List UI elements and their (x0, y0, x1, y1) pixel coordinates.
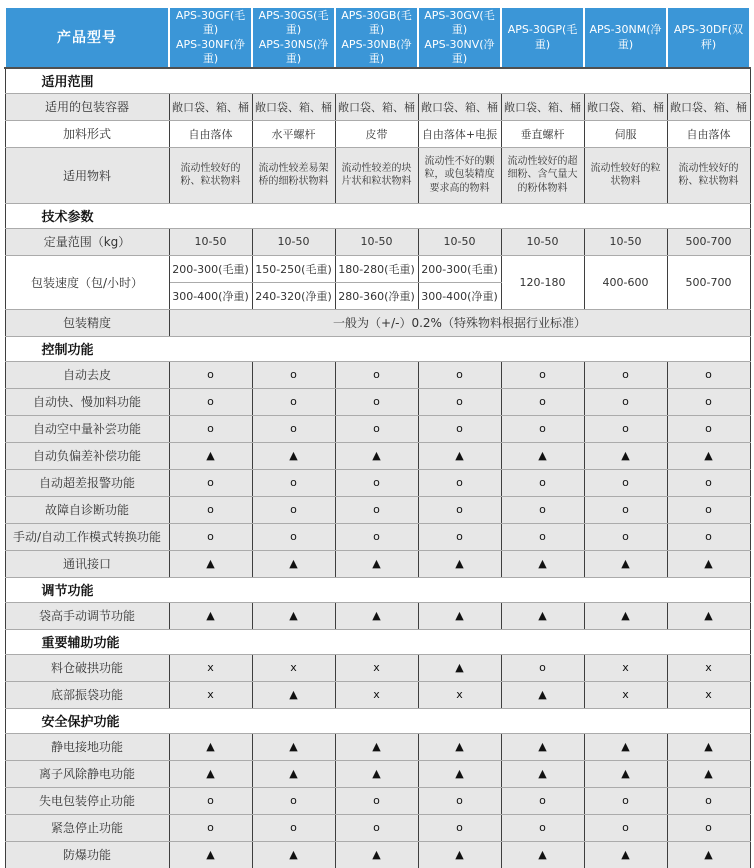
table-row (5, 841, 750, 868)
feature-flag-cell: o (501, 496, 584, 523)
column-header-model (584, 7, 667, 68)
feature-flag-cell: o (584, 814, 667, 841)
row-label: 紧急停止功能 (5, 814, 169, 841)
section-row (5, 68, 750, 93)
model-name-line1: APS-30GV(毛重) (424, 9, 495, 37)
speed-gross-cell: 150-250(毛重) (252, 255, 335, 282)
speed-net-cell: 300-400(净重) (169, 282, 252, 309)
feature-flag-cell: o (169, 361, 252, 388)
table-row (5, 228, 750, 255)
feature-flag-cell: ▲ (667, 442, 750, 469)
feature-flag-cell: o (252, 415, 335, 442)
feature-flag-cell: ▲ (169, 733, 252, 760)
model-name-line1: APS-30GP(毛重) (507, 23, 578, 51)
feature-flag-cell: o (584, 361, 667, 388)
feature-flag-cell: o (501, 388, 584, 415)
feature-flag-cell: o (418, 469, 501, 496)
table-row (5, 496, 750, 523)
feature-flag-cell: x (335, 681, 418, 708)
feature-flag-cell: ▲ (418, 654, 501, 681)
row-label: 底部振袋功能 (5, 681, 169, 708)
table-row (5, 120, 750, 147)
feature-flag-cell: o (418, 415, 501, 442)
model-name-line1: APS-30GB(毛重) (341, 9, 412, 37)
table-row (5, 654, 750, 681)
column-header-model (667, 7, 750, 68)
feature-flag-cell: ▲ (418, 760, 501, 787)
feature-flag-cell: o (418, 523, 501, 550)
section-row (5, 577, 750, 602)
feature-flag-cell: o (335, 787, 418, 814)
spec-value-cell: 敞口袋、箱、桶 (667, 93, 750, 120)
column-header-model (335, 7, 418, 68)
model-name-line1: APS-30DF(双秤) (673, 23, 744, 51)
feature-flag-cell: o (667, 814, 750, 841)
feature-flag-cell: o (667, 388, 750, 415)
row-label: 加料形式 (5, 120, 169, 147)
row-label: 适用物料 (5, 147, 169, 203)
section-row (5, 203, 750, 228)
table-row (5, 760, 750, 787)
feature-flag-cell: o (667, 496, 750, 523)
feature-flag-cell: o (169, 388, 252, 415)
feature-flag-cell: ▲ (252, 841, 335, 868)
section-title: 调节功能 (5, 577, 750, 602)
table-row (5, 787, 750, 814)
feature-flag-cell: ▲ (335, 550, 418, 577)
table-row (5, 681, 750, 708)
feature-flag-cell: o (335, 361, 418, 388)
speed-merged-cell: 500-700 (667, 255, 750, 309)
spec-value-cell: 皮带 (335, 120, 418, 147)
table-row (5, 733, 750, 760)
spec-value-cell: 500-700 (667, 228, 750, 255)
feature-flag-cell: ▲ (501, 550, 584, 577)
spec-value-cell: 敞口袋、箱、桶 (501, 93, 584, 120)
spec-value-cell: 流动性较好的粉、粒状物料 (169, 147, 252, 203)
model-name-line2: APS-30NB(净重) (341, 37, 412, 65)
table-row (5, 550, 750, 577)
feature-flag-cell: o (667, 361, 750, 388)
table-row (5, 469, 750, 496)
feature-flag-cell: ▲ (501, 681, 584, 708)
table-row (5, 388, 750, 415)
feature-flag-cell: ▲ (584, 733, 667, 760)
row-label: 手动/自动工作模式转换功能 (5, 523, 169, 550)
feature-flag-cell: o (584, 469, 667, 496)
table-row (5, 147, 750, 203)
section-title: 技术参数 (5, 203, 750, 228)
feature-flag-cell: ▲ (501, 841, 584, 868)
feature-flag-cell: o (252, 496, 335, 523)
feature-flag-cell: o (584, 523, 667, 550)
feature-flag-cell: o (584, 388, 667, 415)
section-title: 适用范围 (5, 68, 750, 93)
accuracy-value-cell: 一般为（+/-）0.2%（特殊物料根据行业标准） (169, 309, 750, 336)
feature-flag-cell: o (584, 415, 667, 442)
feature-flag-cell: x (335, 654, 418, 681)
feature-flag-cell: ▲ (501, 602, 584, 629)
table-header (5, 7, 750, 68)
feature-flag-cell: ▲ (418, 733, 501, 760)
feature-flag-cell: x (252, 654, 335, 681)
feature-flag-cell: o (252, 523, 335, 550)
feature-flag-cell: ▲ (169, 841, 252, 868)
row-label: 故障自诊断功能 (5, 496, 169, 523)
feature-flag-cell: o (169, 415, 252, 442)
feature-flag-cell: o (252, 814, 335, 841)
speed-merged-cell: 400-600 (584, 255, 667, 309)
row-label: 包装精度 (5, 309, 169, 336)
feature-flag-cell: o (667, 469, 750, 496)
spec-value-cell: 敞口袋、箱、桶 (169, 93, 252, 120)
row-label: 定量范围（kg） (5, 228, 169, 255)
feature-flag-cell: ▲ (584, 602, 667, 629)
table-row (5, 361, 750, 388)
feature-flag-cell: ▲ (418, 602, 501, 629)
feature-flag-cell: o (501, 523, 584, 550)
speed-net-cell: 280-360(净重) (335, 282, 418, 309)
feature-flag-cell: ▲ (335, 602, 418, 629)
table-row (5, 415, 750, 442)
feature-flag-cell: ▲ (169, 442, 252, 469)
row-label: 失电包装停止功能 (5, 787, 169, 814)
spec-value-cell: 自由落体 (667, 120, 750, 147)
feature-flag-cell: o (501, 814, 584, 841)
feature-flag-cell: ▲ (252, 442, 335, 469)
spec-value-cell: 10-50 (584, 228, 667, 255)
feature-flag-cell: o (335, 814, 418, 841)
feature-flag-cell: ▲ (584, 550, 667, 577)
feature-flag-cell: x (667, 654, 750, 681)
table-row (5, 255, 750, 282)
feature-flag-cell: ▲ (667, 602, 750, 629)
column-header-model (252, 7, 335, 68)
feature-flag-cell: o (335, 496, 418, 523)
row-label: 袋高手动调节功能 (5, 602, 169, 629)
table-row (5, 523, 750, 550)
row-label: 静电接地功能 (5, 733, 169, 760)
speed-gross-cell: 200-300(毛重) (169, 255, 252, 282)
spec-value-cell: 流动性较好的超细粉、含气量大的粉体物料 (501, 147, 584, 203)
feature-flag-cell: ▲ (252, 760, 335, 787)
feature-flag-cell: o (252, 388, 335, 415)
spec-value-cell: 流动性较好的粉、粒状物料 (667, 147, 750, 203)
feature-flag-cell: o (667, 415, 750, 442)
spec-value-cell: 自由落体+电振 (418, 120, 501, 147)
feature-flag-cell: o (667, 523, 750, 550)
feature-flag-cell: o (418, 496, 501, 523)
feature-flag-cell: ▲ (667, 760, 750, 787)
model-name-line2: APS-30NS(净重) (258, 37, 329, 65)
feature-flag-cell: o (252, 469, 335, 496)
model-name-line1: APS-30GF(毛重) (175, 9, 246, 37)
feature-flag-cell: x (418, 681, 501, 708)
column-header-model (501, 7, 584, 68)
spec-value-cell: 敞口袋、箱、桶 (335, 93, 418, 120)
feature-flag-cell: o (501, 654, 584, 681)
speed-net-cell: 300-400(净重) (418, 282, 501, 309)
feature-flag-cell: o (501, 469, 584, 496)
feature-flag-cell: ▲ (418, 841, 501, 868)
feature-flag-cell: ▲ (252, 681, 335, 708)
row-label: 自动快、慢加料功能 (5, 388, 169, 415)
feature-flag-cell: ▲ (252, 550, 335, 577)
product-model-title: 产品型号 (5, 7, 169, 68)
feature-flag-cell: ▲ (169, 602, 252, 629)
feature-flag-cell: ▲ (584, 442, 667, 469)
spec-value-cell: 水平螺杆 (252, 120, 335, 147)
feature-flag-cell: o (335, 388, 418, 415)
feature-flag-cell: o (335, 469, 418, 496)
feature-flag-cell: ▲ (501, 442, 584, 469)
feature-flag-cell: ▲ (667, 841, 750, 868)
section-row (5, 629, 750, 654)
spec-value-cell: 10-50 (252, 228, 335, 255)
speed-gross-cell: 180-280(毛重) (335, 255, 418, 282)
feature-flag-cell: x (169, 654, 252, 681)
table-row (5, 442, 750, 469)
feature-flag-cell: o (418, 814, 501, 841)
spec-value-cell: 敞口袋、箱、桶 (418, 93, 501, 120)
feature-flag-cell: o (335, 415, 418, 442)
spec-value-cell: 流动性较好的粒状物料 (584, 147, 667, 203)
row-label: 自动去皮 (5, 361, 169, 388)
product-spec-table (4, 6, 751, 868)
row-label: 适用的包装容器 (5, 93, 169, 120)
feature-flag-cell: x (169, 681, 252, 708)
feature-flag-cell: ▲ (335, 733, 418, 760)
row-label: 包装速度（包/小时） (5, 255, 169, 309)
row-label: 料仓破拱功能 (5, 654, 169, 681)
feature-flag-cell: o (169, 787, 252, 814)
table-body (5, 68, 750, 868)
speed-net-cell: 240-320(净重) (252, 282, 335, 309)
column-header-model (169, 7, 252, 68)
feature-flag-cell: ▲ (335, 760, 418, 787)
model-name-line1: APS-30GS(毛重) (258, 9, 329, 37)
feature-flag-cell: o (169, 469, 252, 496)
model-name-line2: APS-30NF(净重) (176, 37, 245, 65)
spec-value-cell: 垂直螺杆 (501, 120, 584, 147)
feature-flag-cell: ▲ (169, 550, 252, 577)
feature-flag-cell: x (667, 681, 750, 708)
feature-flag-cell: o (252, 787, 335, 814)
feature-flag-cell: ▲ (584, 841, 667, 868)
speed-gross-cell: 200-300(毛重) (418, 255, 501, 282)
feature-flag-cell: o (418, 787, 501, 814)
feature-flag-cell: o (418, 388, 501, 415)
feature-flag-cell: x (584, 681, 667, 708)
feature-flag-cell: ▲ (335, 442, 418, 469)
spec-value-cell: 10-50 (501, 228, 584, 255)
feature-flag-cell: o (501, 415, 584, 442)
section-title: 控制功能 (5, 336, 750, 361)
feature-flag-cell: ▲ (584, 760, 667, 787)
feature-flag-cell: ▲ (418, 442, 501, 469)
header-row (5, 7, 750, 68)
feature-flag-cell: ▲ (667, 550, 750, 577)
feature-flag-cell: o (501, 787, 584, 814)
section-title: 重要辅助功能 (5, 629, 750, 654)
feature-flag-cell: ▲ (418, 550, 501, 577)
feature-flag-cell: o (667, 787, 750, 814)
spec-value-cell: 流动性不好的颗粒，或包装精度要求高的物料 (418, 147, 501, 203)
spec-value-cell: 流动性较差易架桥的细粉状物料 (252, 147, 335, 203)
section-row (5, 708, 750, 733)
feature-flag-cell: ▲ (335, 841, 418, 868)
feature-flag-cell: o (169, 523, 252, 550)
section-row (5, 336, 750, 361)
feature-flag-cell: x (584, 654, 667, 681)
feature-flag-cell: ▲ (501, 733, 584, 760)
feature-flag-cell: ▲ (252, 602, 335, 629)
spec-value-cell: 10-50 (335, 228, 418, 255)
feature-flag-cell: o (501, 361, 584, 388)
feature-flag-cell: o (584, 496, 667, 523)
feature-flag-cell: ▲ (252, 733, 335, 760)
spec-value-cell: 10-50 (418, 228, 501, 255)
feature-flag-cell: o (252, 361, 335, 388)
table-row (5, 93, 750, 120)
model-name-line2: APS-30NV(净重) (424, 37, 495, 65)
row-label: 离子风除静电功能 (5, 760, 169, 787)
speed-merged-cell: 120-180 (501, 255, 584, 309)
feature-flag-cell: ▲ (169, 760, 252, 787)
spec-value-cell: 伺服 (584, 120, 667, 147)
row-label: 通讯接口 (5, 550, 169, 577)
section-title: 安全保护功能 (5, 708, 750, 733)
feature-flag-cell: o (169, 496, 252, 523)
row-label: 自动负偏差补偿功能 (5, 442, 169, 469)
feature-flag-cell: o (584, 787, 667, 814)
spec-value-cell: 敞口袋、箱、桶 (584, 93, 667, 120)
feature-flag-cell: ▲ (501, 760, 584, 787)
spec-value-cell: 敞口袋、箱、桶 (252, 93, 335, 120)
row-label: 防爆功能 (5, 841, 169, 868)
feature-flag-cell: o (169, 814, 252, 841)
spec-value-cell: 10-50 (169, 228, 252, 255)
model-name-line1: APS-30NM(净重) (589, 23, 662, 51)
table-row (5, 602, 750, 629)
row-label: 自动空中量补尝功能 (5, 415, 169, 442)
feature-flag-cell: ▲ (667, 733, 750, 760)
spec-value-cell: 自由落体 (169, 120, 252, 147)
spec-value-cell: 流动性较差的块片状和粒状物料 (335, 147, 418, 203)
column-header-model (418, 7, 501, 68)
table-row (5, 309, 750, 336)
feature-flag-cell: o (418, 361, 501, 388)
table-row (5, 814, 750, 841)
feature-flag-cell: o (335, 523, 418, 550)
row-label: 自动超差报警功能 (5, 469, 169, 496)
